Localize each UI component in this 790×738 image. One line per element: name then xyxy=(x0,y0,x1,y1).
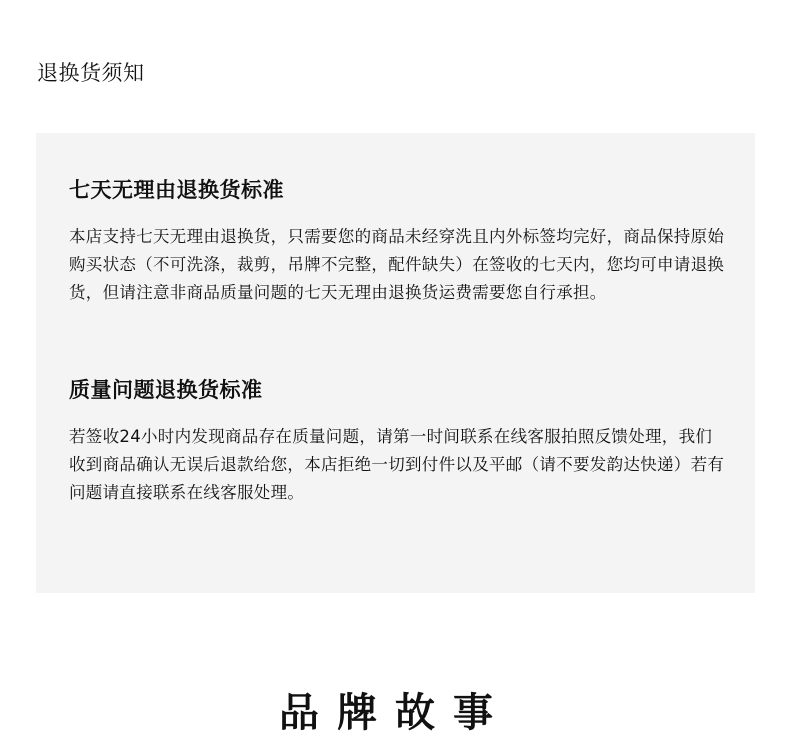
quality-issue-return-section xyxy=(69,375,727,507)
brand-story-title: 品牌故事 xyxy=(279,690,511,736)
seven-day-return-text: 本店支持七天无理由退换货，只需要您的商品未经穿洗且内外标签均完好，商品保持原始购买状态（不可洗涤，裁剪，吊牌不完整，配件缺失）在签收的七天内，您均可申请退换货，但请注意非商品质量问题的七天无理由退换货运费需要您自行承担。 xyxy=(69,227,725,302)
page-title: 退换货须知 xyxy=(37,61,145,85)
seven-day-return-heading: 七天无理由退换货标准 xyxy=(69,178,284,202)
quality-issue-return-heading: 质量问题退换货标准 xyxy=(69,378,263,402)
quality-issue-return-text: 若签收24小时内发现商品存在质量问题，请第一时间联系在线客服拍照反馈处理，我们收到商品确认无误后退款给您，本店拒绝一切到付件以及平邮（请不要发韵达快递）若有问题请直接联系在线客服处理。 xyxy=(69,427,725,502)
return-policy-panel xyxy=(36,133,755,593)
seven-day-return-section xyxy=(69,175,727,307)
